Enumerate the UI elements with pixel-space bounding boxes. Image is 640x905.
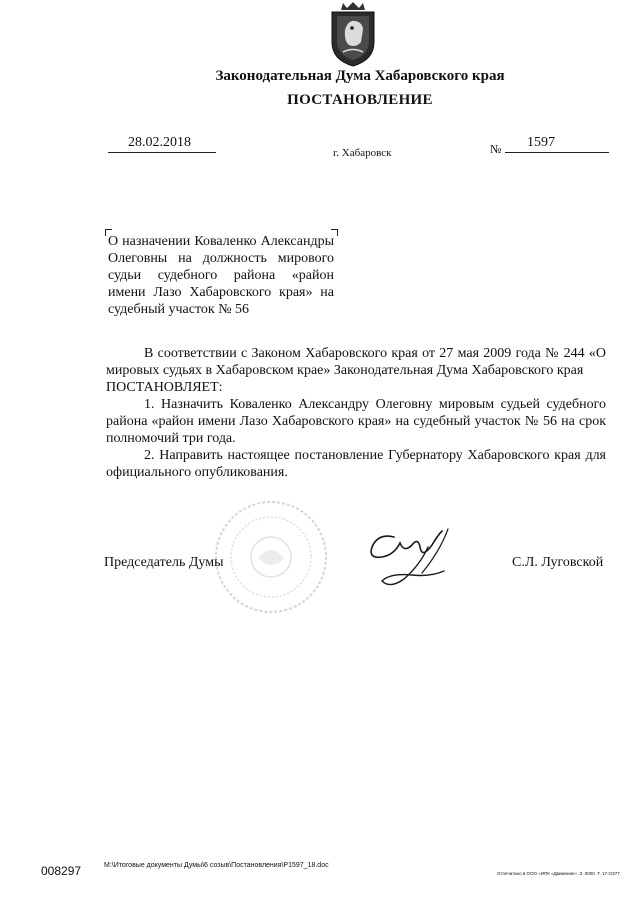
item-1-paragraph: 1. Назначить Коваленко Александру Олеговну мировым судьей судебного района «район имени Лазо Хабаровского края» на судебный участок № 56 на срок полномочий три года. <box>106 397 606 446</box>
document-city: г. Хабаровск <box>333 147 392 159</box>
footer-print-note: Отпечатано в ООО «ИПК «Движение». З. 0000. Т. 17-ОЗ77. <box>497 871 622 876</box>
seal-stamp-icon <box>212 498 330 616</box>
document-number: 1597 <box>527 135 555 150</box>
number-sign: № <box>490 142 502 156</box>
footer-file-path: M:\Итоговые документы Думы\6 созыв\Постановления\P1597_18.doc <box>104 862 329 869</box>
document-subject: О назначении Коваленко Александры Олеговны на должность мирового судьи судебного района «район имени Лазо Хабаровского края» на судебный участок № 56 <box>108 234 334 317</box>
signature-title: Председатель Думы <box>104 555 224 570</box>
signer-name: С.Л. Луговской <box>512 555 604 570</box>
footer-code: 008297 <box>41 864 82 878</box>
coat-of-arms-icon <box>328 2 378 68</box>
document-type: ПОСТАНОВЛЕНИЕ <box>287 92 433 108</box>
document-date: 28.02.2018 <box>128 135 191 150</box>
number-underline <box>505 134 609 153</box>
organization-name: Законодательная Дума Хабаровского края <box>215 68 505 84</box>
item-2-paragraph: 2. Направить настоящее постановление Губернатору Хабаровского края для официального опубликования. <box>106 448 606 480</box>
document-body <box>106 345 606 481</box>
preamble-paragraph: В соответствии с Законом Хабаровского края от 27 мая 2009 года № 244 «О мировых судьях в Хабаровском крае» Законодательная Дума Хабаровского края <box>106 346 606 378</box>
resolves-heading: ПОСТАНОВЛЯЕТ: <box>106 380 223 395</box>
handwritten-signature-icon <box>360 523 470 595</box>
